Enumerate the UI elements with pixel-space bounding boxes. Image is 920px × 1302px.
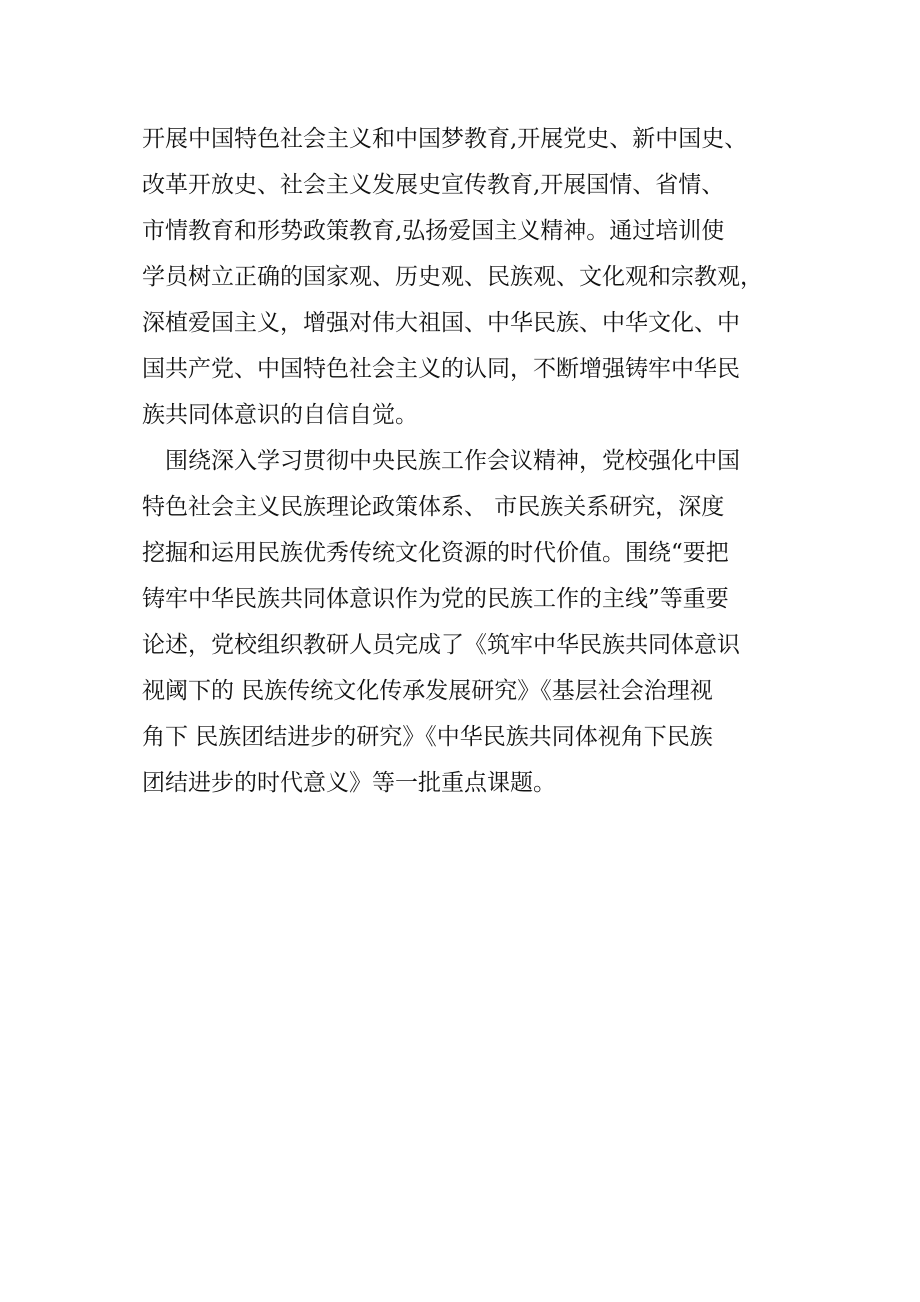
text-line: 铸牢中华民族共同体意识作为党的民族工作的主线”等重要 bbox=[142, 586, 729, 612]
text-line: 市情教育和形势政策教育,弘扬爱国主义精神。通过培训使 bbox=[142, 218, 725, 244]
text-line: 开展中国特色社会主义和中国梦教育,开展党史、新中国史、 bbox=[142, 126, 748, 152]
text-line: 论述，党校组织教研人员完成了《筑牢中华民族共同体意识 bbox=[142, 632, 740, 658]
text-line: 族共同体意识的自信自觉。 bbox=[142, 402, 418, 428]
text-line: 国共产党、中国特色社会主义的认同，不断增强铸牢中华民 bbox=[142, 356, 740, 382]
text-line: 角下 民族团结进步的研究》《中华民族共同体视角下民族 bbox=[142, 724, 713, 750]
paragraph-1 bbox=[142, 116, 802, 438]
text-line: 团结进步的时代意义》等一批重点课题。 bbox=[142, 770, 556, 796]
text-line: 挖掘和运用民族优秀传统文化资源的时代价值。围绕“要把 bbox=[142, 540, 729, 566]
text-line: 视阈下的 民族传统文化传承发展研究》《基层社会治理视 bbox=[142, 678, 713, 704]
text-line: 围绕深入学习贯彻中央民族工作会议精神，党校强化中国 bbox=[142, 448, 740, 474]
paragraph-2 bbox=[142, 438, 802, 806]
document-body bbox=[142, 116, 802, 806]
text-line: 改革开放史、社会主义发展史宣传教育,开展国情、省情、 bbox=[142, 172, 725, 198]
text-line: 学员树立正确的国家观、历史观、民族观、文化观和宗教观， bbox=[142, 264, 763, 290]
text-line: 深植爱国主义，增强对伟大祖国、中华民族、中华文化、中 bbox=[142, 310, 740, 336]
text-line: 特色社会主义民族理论政策体系、 市民族关系研究，深度 bbox=[142, 494, 725, 520]
